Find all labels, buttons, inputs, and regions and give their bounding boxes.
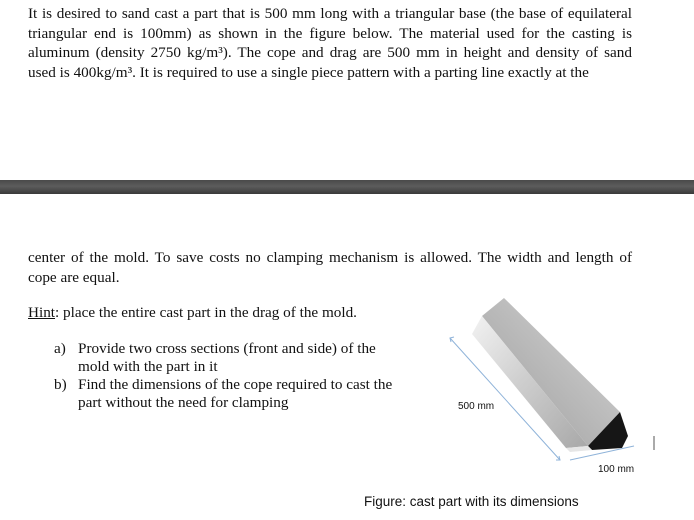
paragraph-line: center of the mold. To save costs no clamping mechanism is allowed. The width and length of: [28, 249, 632, 266]
figure-caption: Figure: cast part with its dimensions: [364, 494, 579, 509]
cast-part-figure: [442, 290, 672, 490]
question-line: part without the need for clamping: [78, 394, 289, 411]
page-divider: [0, 180, 694, 194]
hint-line: [28, 304, 357, 322]
question-b: [54, 376, 414, 412]
hint-label: Hint: [28, 304, 56, 321]
question-marker: a): [54, 340, 66, 357]
length-dimension-label: 500 mm: [458, 401, 495, 412]
question-line: mold with the part in it: [78, 358, 218, 375]
paragraph-line: aluminum (density 2750 kg/m³). The cope and drag are 500 mm in height and density of sand: [28, 44, 632, 61]
problem-paragraph-2: [28, 248, 632, 287]
question-marker: b): [54, 376, 67, 393]
paragraph-line: It is desired to sand cast a part that is 500 mm long with a triangular base (the base of equilateral: [28, 5, 632, 22]
hint-text: : place the entire cast part in the drag of the mold.: [55, 304, 357, 321]
question-a: [54, 340, 414, 376]
question-line: Find the dimensions of the cope required to cast the: [78, 376, 393, 393]
paragraph-line: used is 400kg/m³. It is required to use a single piece pattern with a parting line exactly at the: [28, 63, 589, 81]
paragraph-line: cope are equal.: [28, 268, 120, 286]
question-line: Provide two cross sections (front and side) of the: [78, 340, 376, 357]
paragraph-line: triangular end is 100mm) as shown in the figure below. The material used for the casting is: [28, 24, 632, 42]
base-dimension-label: 100 mm: [598, 464, 635, 475]
problem-paragraph-1: [28, 4, 632, 82]
